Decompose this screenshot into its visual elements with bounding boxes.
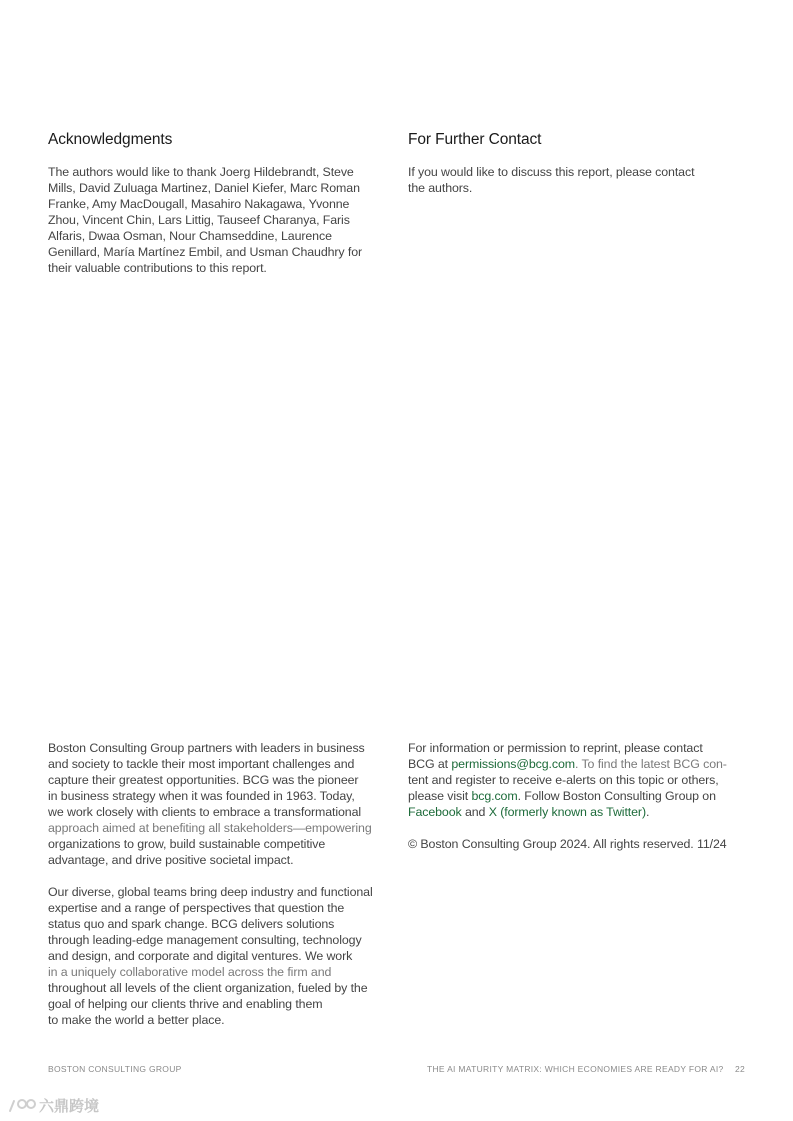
text-line: we work closely with clients to embrace a transformational [48,805,362,819]
further-contact-section [408,130,753,196]
text-fragment: . To find the latest BCG con- [575,757,727,771]
facebook-link[interactable]: Facebook [408,805,462,819]
text-line: throughout all levels of the client organization, fueled by the [48,981,368,995]
text-line: expertise and a range of perspectives that question the [48,901,345,915]
text-fragment: . [646,805,650,819]
permissions-email-link[interactable]: permissions@bcg.com [451,757,575,771]
about-bcg-section [48,740,393,1028]
permissions-text [408,740,758,820]
text-line: Boston Consulting Group partners with leaders in business [48,741,365,755]
page-number: 22 [735,1064,746,1074]
copyright-text [408,836,758,852]
further-contact-heading: For Further Contact [408,131,542,148]
text-line: The authors would like to thank Joerg Hildebrandt, Steve [48,165,354,179]
further-contact-text [408,164,753,196]
text-line: For information or permission to reprint, please contact [408,741,703,755]
text-line: Mills, David Zuluaga Martinez, Daniel Kiefer, Marc Roman [48,181,360,195]
text-line: advantage, and drive positive societal impact. [48,853,294,867]
text-fragment: . Follow Boston Consulting Group on [517,789,716,803]
footer-report-title: THE AI MATURITY MATRIX: WHICH ECONOMIES ARE READY FOR AI? [427,1064,724,1074]
acknowledgments-heading: Acknowledgments [48,131,173,148]
text-line: approach aimed at benefiting all stakeholders—empowering [48,821,372,835]
text-line: Alfaris, Dwaa Osman, Nour Chamseddine, Laurence [48,229,332,243]
text-line: status quo and spark change. BCG delivers solutions [48,917,335,931]
text-line: and design, and corporate and digital ventures. We work [48,949,353,963]
permissions-section [408,740,758,852]
acknowledgments-text [48,164,393,276]
text-line: tent and register to receive e-alerts on this topic or others, [408,773,719,787]
text-line: goal of helping our clients thrive and enabling them [48,997,323,1011]
text-line: capture their greatest opportunities. BCG was the pioneer [48,773,359,787]
text-line: organizations to grow, build sustainable competitive [48,837,326,851]
text-fragment: BCG at [408,757,452,771]
text-line: through leading-edge management consulting, technology [48,933,362,947]
text-line: © Boston Consulting Group 2024. All rights reserved. 11/24 [408,837,727,851]
twitter-link[interactable]: X (formerly known as Twitter) [488,805,646,819]
text-line [408,804,758,820]
footer-left: BOSTON CONSULTING GROUP [48,1064,182,1074]
text-line: in business strategy when it was founded in 1963. Today, [48,789,355,803]
acknowledgments-section [48,130,393,276]
text-line: and society to tackle their most important challenges and [48,757,355,771]
watermark-text: 六鼎跨境 [39,1098,100,1115]
text-line: their valuable contributions to this report. [48,261,267,275]
text-line [408,788,758,804]
text-line: the authors. [408,181,473,195]
text-fragment: please visit [408,789,472,803]
text-line: If you would like to discuss this report, please contact [408,165,695,179]
text-line: Genillard, María Martínez Embil, and Usman Chaudhry for [48,245,363,259]
text-line: Franke, Amy MacDougall, Masahiro Nakagawa, Yvonne [48,197,350,211]
watermark-logo-icon [8,1098,36,1114]
text-line: Our diverse, global teams bring deep industry and functional [48,885,373,899]
text-fragment: and [461,805,489,819]
text-line: to make the world a better place. [48,1013,225,1027]
about-paragraph-1 [48,740,393,868]
watermark [8,1095,99,1116]
text-line: in a uniquely collaborative model across the firm and [48,965,332,979]
text-line [408,756,758,772]
text-line: Zhou, Vincent Chin, Lars Littig, Tauseef Charanya, Faris [48,213,350,227]
bcg-website-link[interactable]: bcg.com [471,789,518,803]
about-paragraph-2 [48,884,393,1028]
